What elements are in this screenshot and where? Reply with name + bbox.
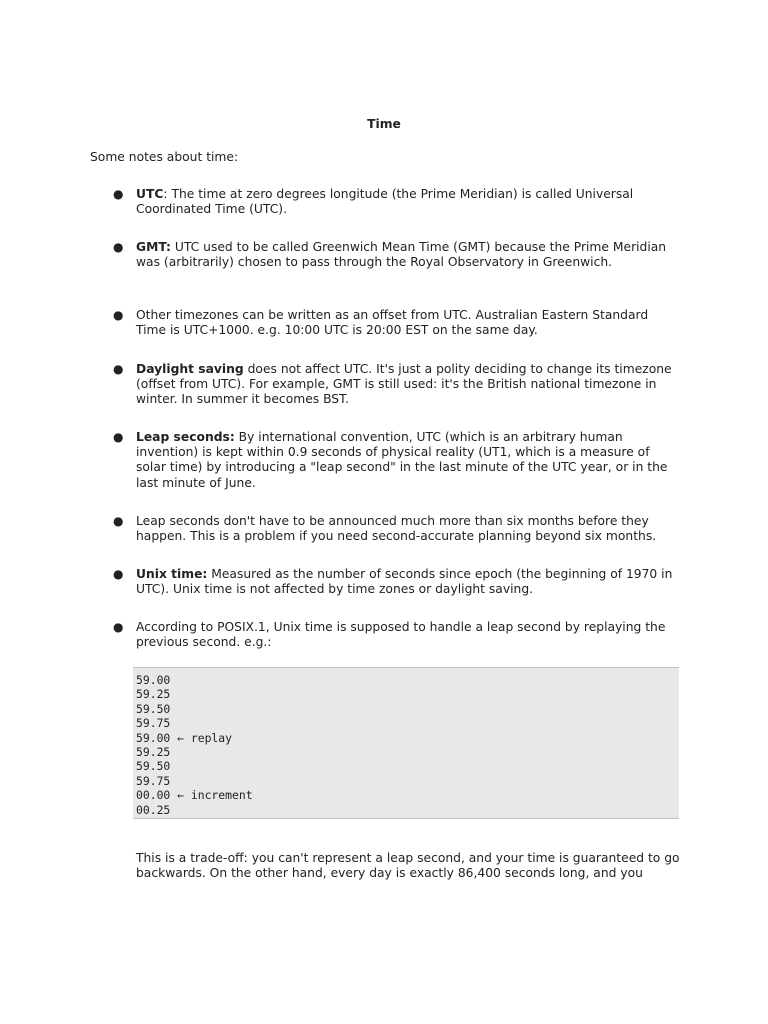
intro-text: Some notes about time: [90,150,239,164]
bullet-icon: ● [113,187,124,201]
code-line: 00.25 [136,802,171,817]
item-lead: Daylight saving [136,362,244,376]
code-line: 59.25 [136,745,171,760]
code-line: 59.75 [136,716,171,731]
list-item [113,308,681,338]
list-item [113,620,681,650]
list-item [113,567,681,597]
trade-off-paragraph: This is a trade-off: you can't represent a leap second, and your time is guaranteed to go backwards. On the other hand, every day is exactly 86,400 seconds long, and you [136,851,680,881]
item-text: Other timezones can be written as an offset from UTC. Australian Eastern Standard Time is UTC+1000. e.g. 10:00 UTC is 20:00 EST on the same day. [136,308,649,338]
item-lead: GMT: [136,240,171,254]
page-title: Time [367,117,401,131]
list-item [113,240,681,270]
bullet-icon: ● [113,240,124,254]
code-block [133,667,679,819]
item-lead: UTC [136,187,164,201]
bullet-icon: ● [113,620,124,634]
code-line: 59.50 [136,701,171,716]
item-text: does not affect UTC. It's just a polity deciding to change its timezone (offset from UTC). For example, GMT is still used: it's the British national timezone in winter. In summer it becomes BST. [136,362,672,407]
code-line: 59.00 ← replay [136,730,233,745]
item-lead: Leap seconds: [136,430,235,444]
code-line: 59.00 [136,673,171,687]
code-line: 00.00 ← increment [136,788,253,803]
item-text: UTC used to be called Greenwich Mean Time (GMT) because the Prime Meridian was (arbitrarily) chosen to pass through the Royal Observatory in Greenwich. [136,240,667,270]
bullet-icon: ● [113,567,124,581]
list-item [113,430,681,491]
bullet-icon: ● [113,308,124,322]
bullet-icon: ● [113,430,124,444]
code-line: 59.25 [136,687,171,702]
item-lead: Unix time: [136,567,208,581]
list-item [113,514,681,544]
bullet-icon: ● [113,514,124,528]
bullet-icon: ● [113,362,124,376]
code-line: 59.75 [136,773,171,788]
list-item [113,187,681,217]
item-text: : The time at zero degrees longitude (the Prime Meridian) is called Universal Coordinated Time (UTC). [136,187,634,217]
item-text: Leap seconds don't have to be announced much more than six months before they happen. This is a problem if you need second-accurate planning beyond six months. [136,514,657,544]
item-text: Measured as the number of seconds since epoch (the beginning of 1970 in UTC). Unix time is not affected by time zones or daylight saving. [136,567,673,597]
list-item [113,362,681,408]
item-text: By international convention, UTC (which is an arbitrary human invention) is kept within 0.9 seconds of physical reality (UT1, which is a measure of solar time) by introducing a "leap second" in the last minute of the UTC year, or in the last minute of June. [136,430,668,490]
code-line: 59.50 [136,759,171,774]
item-text: According to POSIX.1, Unix time is supposed to handle a leap second by replaying the previous second. e.g.: [136,620,666,650]
